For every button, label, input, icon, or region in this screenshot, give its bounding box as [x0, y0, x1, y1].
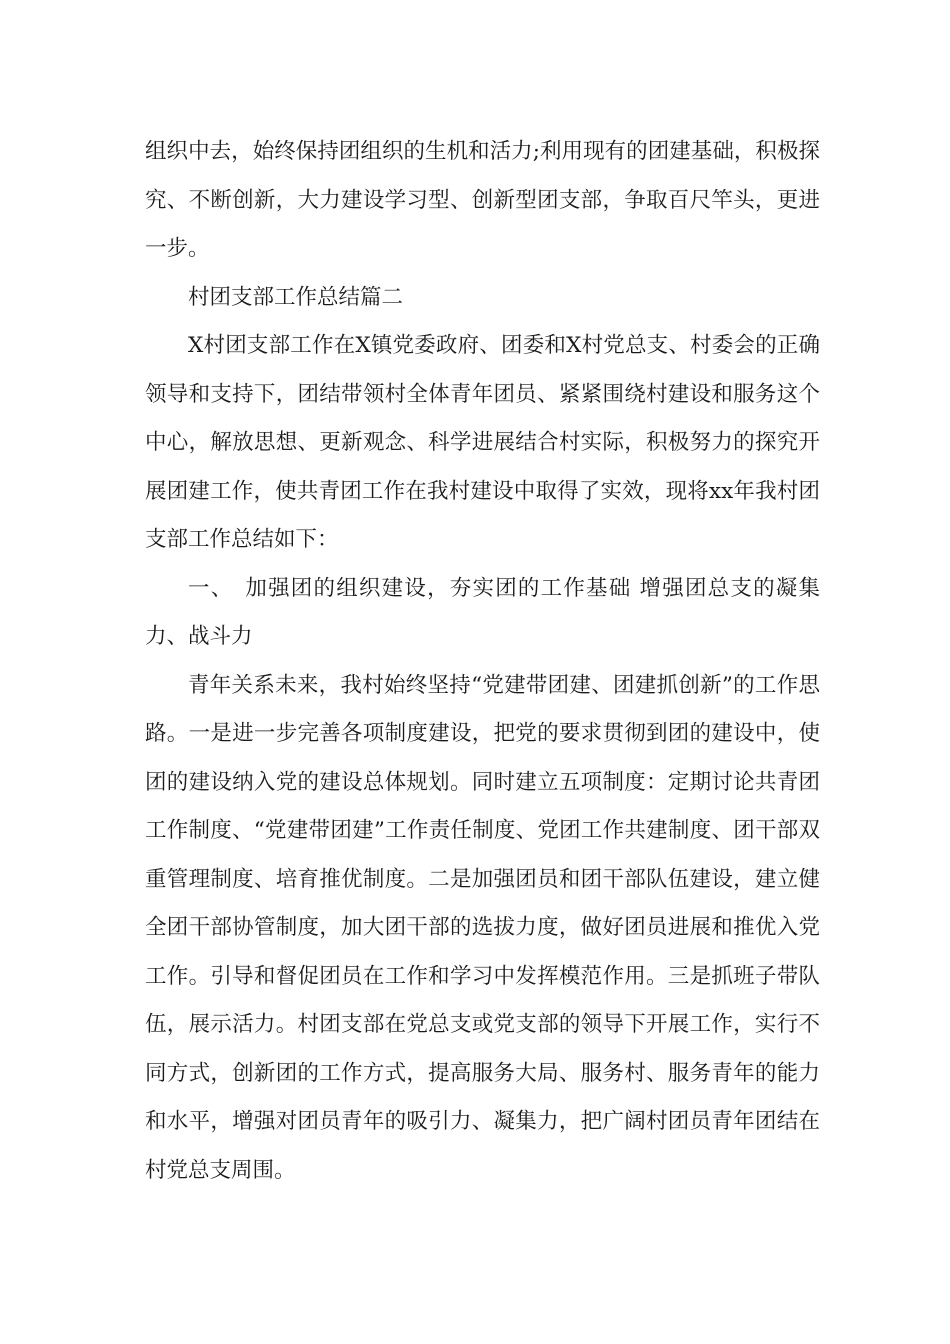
paragraph-continuation: 组织中去，始终保持团组织的生机和活力;利用现有的团建基础，积极探究、不断创新，大力建设学习型、创新型团支部，争取百尺竿头，更进一步。 [145, 139, 820, 261]
section-title: 村团支部工作总结篇二 [188, 284, 404, 310]
paragraph-intro: X村团支部工作在X镇党委政府、团委和X村党总支、村委会的正确领导和支持下，团结带领村全体青年团员、紧紧围绕村建设和服务这个中心，解放思想、更新观念、科学进展结合村实际，积极努力的探究开展团建工作，使共青团工作在我村建设中取得了实效，现将xx年我村团支部工作总结如下： [145, 333, 820, 552]
document-body [145, 128, 820, 1195]
paragraph-body: 青年关系未来，我村始终坚持“党建带团建、团建抓创新”的工作思路。一是进一步完善各项制度建设，把党的要求贯彻到团的建设中，使团的建设纳入党的建设总体规划。同时建立五项制度：定期讨论共青团工作制度、“党建带团建”工作责任制度、党团工作共建制度、团干部双重管理制度、培育推优制度。二是加强团员和团干部队伍建设，建立健全团干部协管制度，加大团干部的选拔力度，做好团员进展和推优入党工作。引导和督促团员在工作和学习中发挥模范作用。三是抓班子带队伍，展示活力。村团支部在党总支或党支部的领导下开展工作，实行不同方式，创新团的工作方式，提高服务大局、服务村、服务青年的能力和水平，增强对团员青年的吸引力、凝集力，把广阔村团员青年团结在村党总支周围。 [145, 672, 820, 1183]
subsection-heading: 一、 加强团的组织建设，夯实团的工作基础 增强团总支的凝集力、战斗力 [145, 575, 820, 649]
